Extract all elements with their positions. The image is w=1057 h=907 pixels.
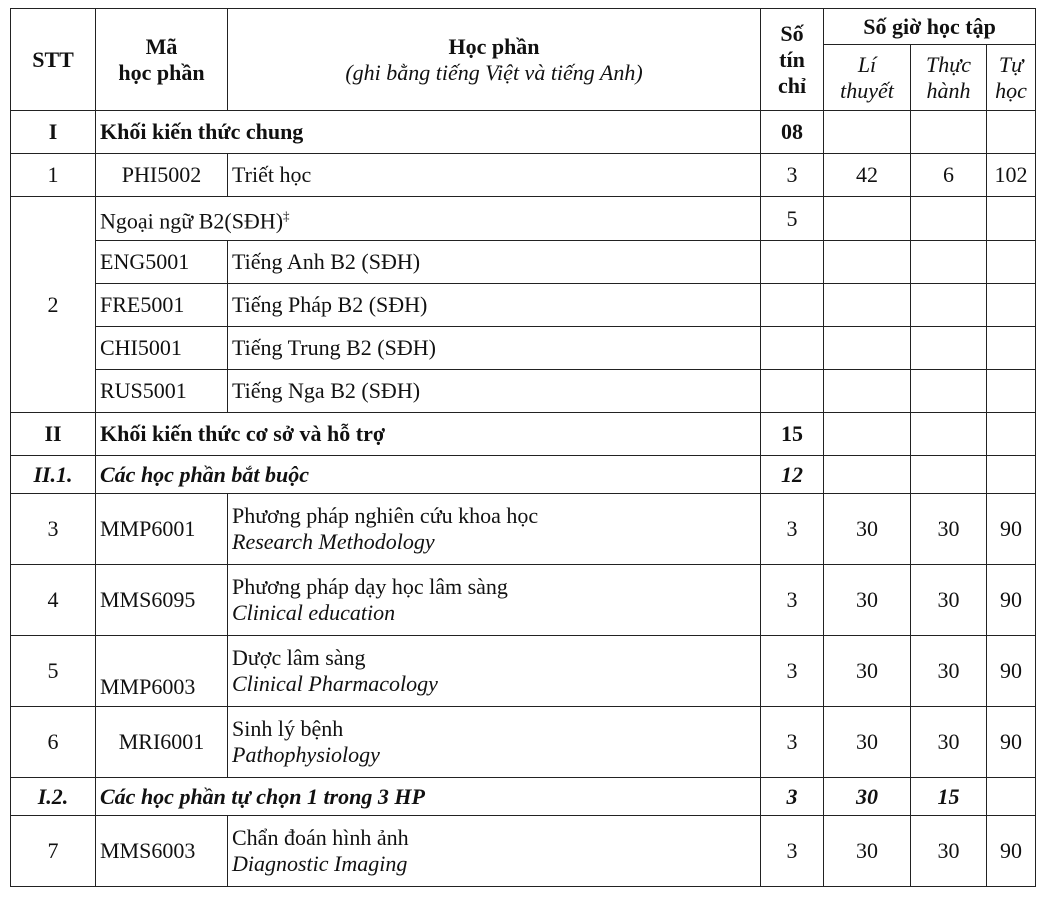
row-stt: 1 <box>11 154 96 197</box>
table-row <box>11 494 1036 565</box>
row-course-name: Tiếng Trung B2 (SĐH) <box>228 327 761 370</box>
header-self-study <box>987 45 1036 111</box>
section-title: Khối kiến thức cơ sở và hỗ trợ <box>96 413 761 456</box>
row-credits: 5 <box>761 197 824 241</box>
empty-cell <box>987 241 1036 284</box>
row-code: CHI5001 <box>96 327 228 370</box>
header-code-line2: học phần <box>118 59 205 85</box>
section-title: Khối kiến thức chung <box>96 111 761 154</box>
empty-cell <box>824 197 911 241</box>
row-credits: 3 <box>761 565 824 636</box>
row-code: MRI6001 <box>96 707 228 778</box>
header-practice-line1: Thực <box>926 51 971 77</box>
row-theory: 30 <box>824 636 911 707</box>
course-name-en: Research Methodology <box>232 529 435 554</box>
table-row <box>11 154 1036 197</box>
course-name-en: Pathophysiology <box>232 742 380 767</box>
row-self-study: 102 <box>987 154 1036 197</box>
header-code-line1: Mã <box>145 33 178 59</box>
header-code <box>96 9 228 111</box>
row-theory: 30 <box>824 707 911 778</box>
row-practice: 6 <box>911 154 987 197</box>
header-course-subtitle: (ghi bằng tiếng Việt và tiếng Anh) <box>345 59 643 85</box>
row-self-study: 90 <box>987 494 1036 565</box>
empty-cell <box>824 370 911 413</box>
header-credits-line2: tín <box>779 46 805 72</box>
row-course-name: Triết học <box>228 154 761 197</box>
language-row <box>11 327 1036 370</box>
row-self-study: 90 <box>987 565 1036 636</box>
header-practice <box>911 45 987 111</box>
header-stt: STT <box>11 9 96 111</box>
row-self-study: 90 <box>987 636 1036 707</box>
row-practice: 30 <box>911 816 987 887</box>
empty-cell <box>987 778 1036 816</box>
section-row <box>11 111 1036 154</box>
row-practice: 30 <box>911 494 987 565</box>
row-credits: 3 <box>761 636 824 707</box>
row-course-name-text: Ngoại ngữ B2(SĐH) <box>100 208 284 234</box>
subsection-row <box>11 456 1036 494</box>
table-row <box>11 565 1036 636</box>
row-code: FRE5001 <box>96 284 228 327</box>
subsection-credits: 3 <box>761 778 824 816</box>
row-practice: 30 <box>911 636 987 707</box>
row-code: MMS6003 <box>96 816 228 887</box>
subsection-title: Các học phần tự chọn 1 trong 3 HP <box>96 778 761 816</box>
row-stt: 3 <box>11 494 96 565</box>
header-course <box>228 9 761 111</box>
course-name-vi: Phương pháp nghiên cứu khoa học <box>232 503 539 528</box>
row-stt: 2 <box>11 197 96 413</box>
empty-cell <box>761 241 824 284</box>
empty-cell <box>911 284 987 327</box>
course-name-vi: Dược lâm sàng <box>232 645 366 670</box>
header-row-1 <box>11 9 1036 45</box>
section-stt: I <box>11 111 96 154</box>
empty-cell <box>824 456 911 494</box>
row-code: MMP6001 <box>96 494 228 565</box>
empty-cell <box>987 197 1036 241</box>
header-course-title: Học phần <box>448 33 540 59</box>
table-row <box>11 197 1036 241</box>
row-stt: 5 <box>11 636 96 707</box>
header-theory <box>824 45 911 111</box>
empty-cell <box>824 241 911 284</box>
language-row <box>11 284 1036 327</box>
empty-cell <box>911 327 987 370</box>
subsection-title: Các học phần bắt buộc <box>96 456 761 494</box>
row-code: ENG5001 <box>96 241 228 284</box>
section-credits: 15 <box>761 413 824 456</box>
table-row <box>11 636 1036 707</box>
header-self-line2: học <box>995 77 1027 103</box>
course-name-vi: Sinh lý bệnh <box>232 716 344 741</box>
row-course-name: Tiếng Pháp B2 (SĐH) <box>228 284 761 327</box>
section-stt: II <box>11 413 96 456</box>
section-row <box>11 413 1036 456</box>
row-practice: 30 <box>911 565 987 636</box>
row-course-name <box>96 197 761 241</box>
empty-cell <box>987 456 1036 494</box>
empty-cell <box>911 413 987 456</box>
row-course-name <box>228 636 761 707</box>
empty-cell <box>987 284 1036 327</box>
subsection-row <box>11 778 1036 816</box>
row-theory: 30 <box>824 494 911 565</box>
course-name-en: Clinical education <box>232 600 396 625</box>
row-stt: 4 <box>11 565 96 636</box>
footnote-mark: ‡ <box>283 207 290 223</box>
row-credits: 3 <box>761 816 824 887</box>
subsection-practice: 15 <box>911 778 987 816</box>
empty-cell <box>761 284 824 327</box>
row-stt: 7 <box>11 816 96 887</box>
subsection-theory: 30 <box>824 778 911 816</box>
row-code: RUS5001 <box>96 370 228 413</box>
empty-cell <box>987 370 1036 413</box>
header-hours: Số giờ học tập <box>824 9 1036 45</box>
language-row <box>11 370 1036 413</box>
row-course-name <box>228 707 761 778</box>
subsection-stt: II.1. <box>11 456 96 494</box>
curriculum-table <box>10 8 1036 887</box>
header-theory-line2: thuyết <box>840 77 894 103</box>
course-name-en: Diagnostic Imaging <box>232 851 408 876</box>
empty-cell <box>911 370 987 413</box>
row-code: MMS6095 <box>96 565 228 636</box>
row-practice: 30 <box>911 707 987 778</box>
empty-cell <box>824 284 911 327</box>
row-code: PHI5002 <box>96 154 228 197</box>
empty-cell <box>911 241 987 284</box>
row-code: MMP6003 <box>96 636 228 707</box>
row-credits: 3 <box>761 494 824 565</box>
table-row <box>11 816 1036 887</box>
row-course-name: Tiếng Nga B2 (SĐH) <box>228 370 761 413</box>
row-course-name <box>228 494 761 565</box>
course-name-vi: Chẩn đoán hình ảnh <box>232 825 409 850</box>
row-course-name <box>228 816 761 887</box>
language-row <box>11 241 1036 284</box>
empty-cell <box>911 197 987 241</box>
header-credits-line3: chỉ <box>777 72 807 98</box>
section-credits: 08 <box>761 111 824 154</box>
header-self-line1: Tự <box>998 51 1024 77</box>
empty-cell <box>911 456 987 494</box>
row-credits: 3 <box>761 154 824 197</box>
row-course-name: Tiếng Anh B2 (SĐH) <box>228 241 761 284</box>
course-name-vi: Phương pháp dạy học lâm sàng <box>232 574 508 599</box>
row-theory: 42 <box>824 154 911 197</box>
row-credits: 3 <box>761 707 824 778</box>
row-self-study: 90 <box>987 707 1036 778</box>
header-credits-line1: Số <box>780 20 804 46</box>
header-practice-line2: hành <box>926 77 971 103</box>
header-theory-line1: Lí <box>857 51 877 77</box>
empty-cell <box>824 111 911 154</box>
empty-cell <box>987 327 1036 370</box>
row-theory: 30 <box>824 565 911 636</box>
course-name-en: Clinical Pharmacology <box>232 671 438 696</box>
empty-cell <box>761 370 824 413</box>
empty-cell <box>824 327 911 370</box>
empty-cell <box>911 111 987 154</box>
empty-cell <box>987 111 1036 154</box>
row-self-study: 90 <box>987 816 1036 887</box>
empty-cell <box>761 327 824 370</box>
header-credits <box>761 9 824 111</box>
subsection-stt: I.2. <box>11 778 96 816</box>
empty-cell <box>987 413 1036 456</box>
empty-cell <box>824 413 911 456</box>
subsection-credits: 12 <box>761 456 824 494</box>
table-row <box>11 707 1036 778</box>
row-stt: 6 <box>11 707 96 778</box>
row-course-name <box>228 565 761 636</box>
row-theory: 30 <box>824 816 911 887</box>
